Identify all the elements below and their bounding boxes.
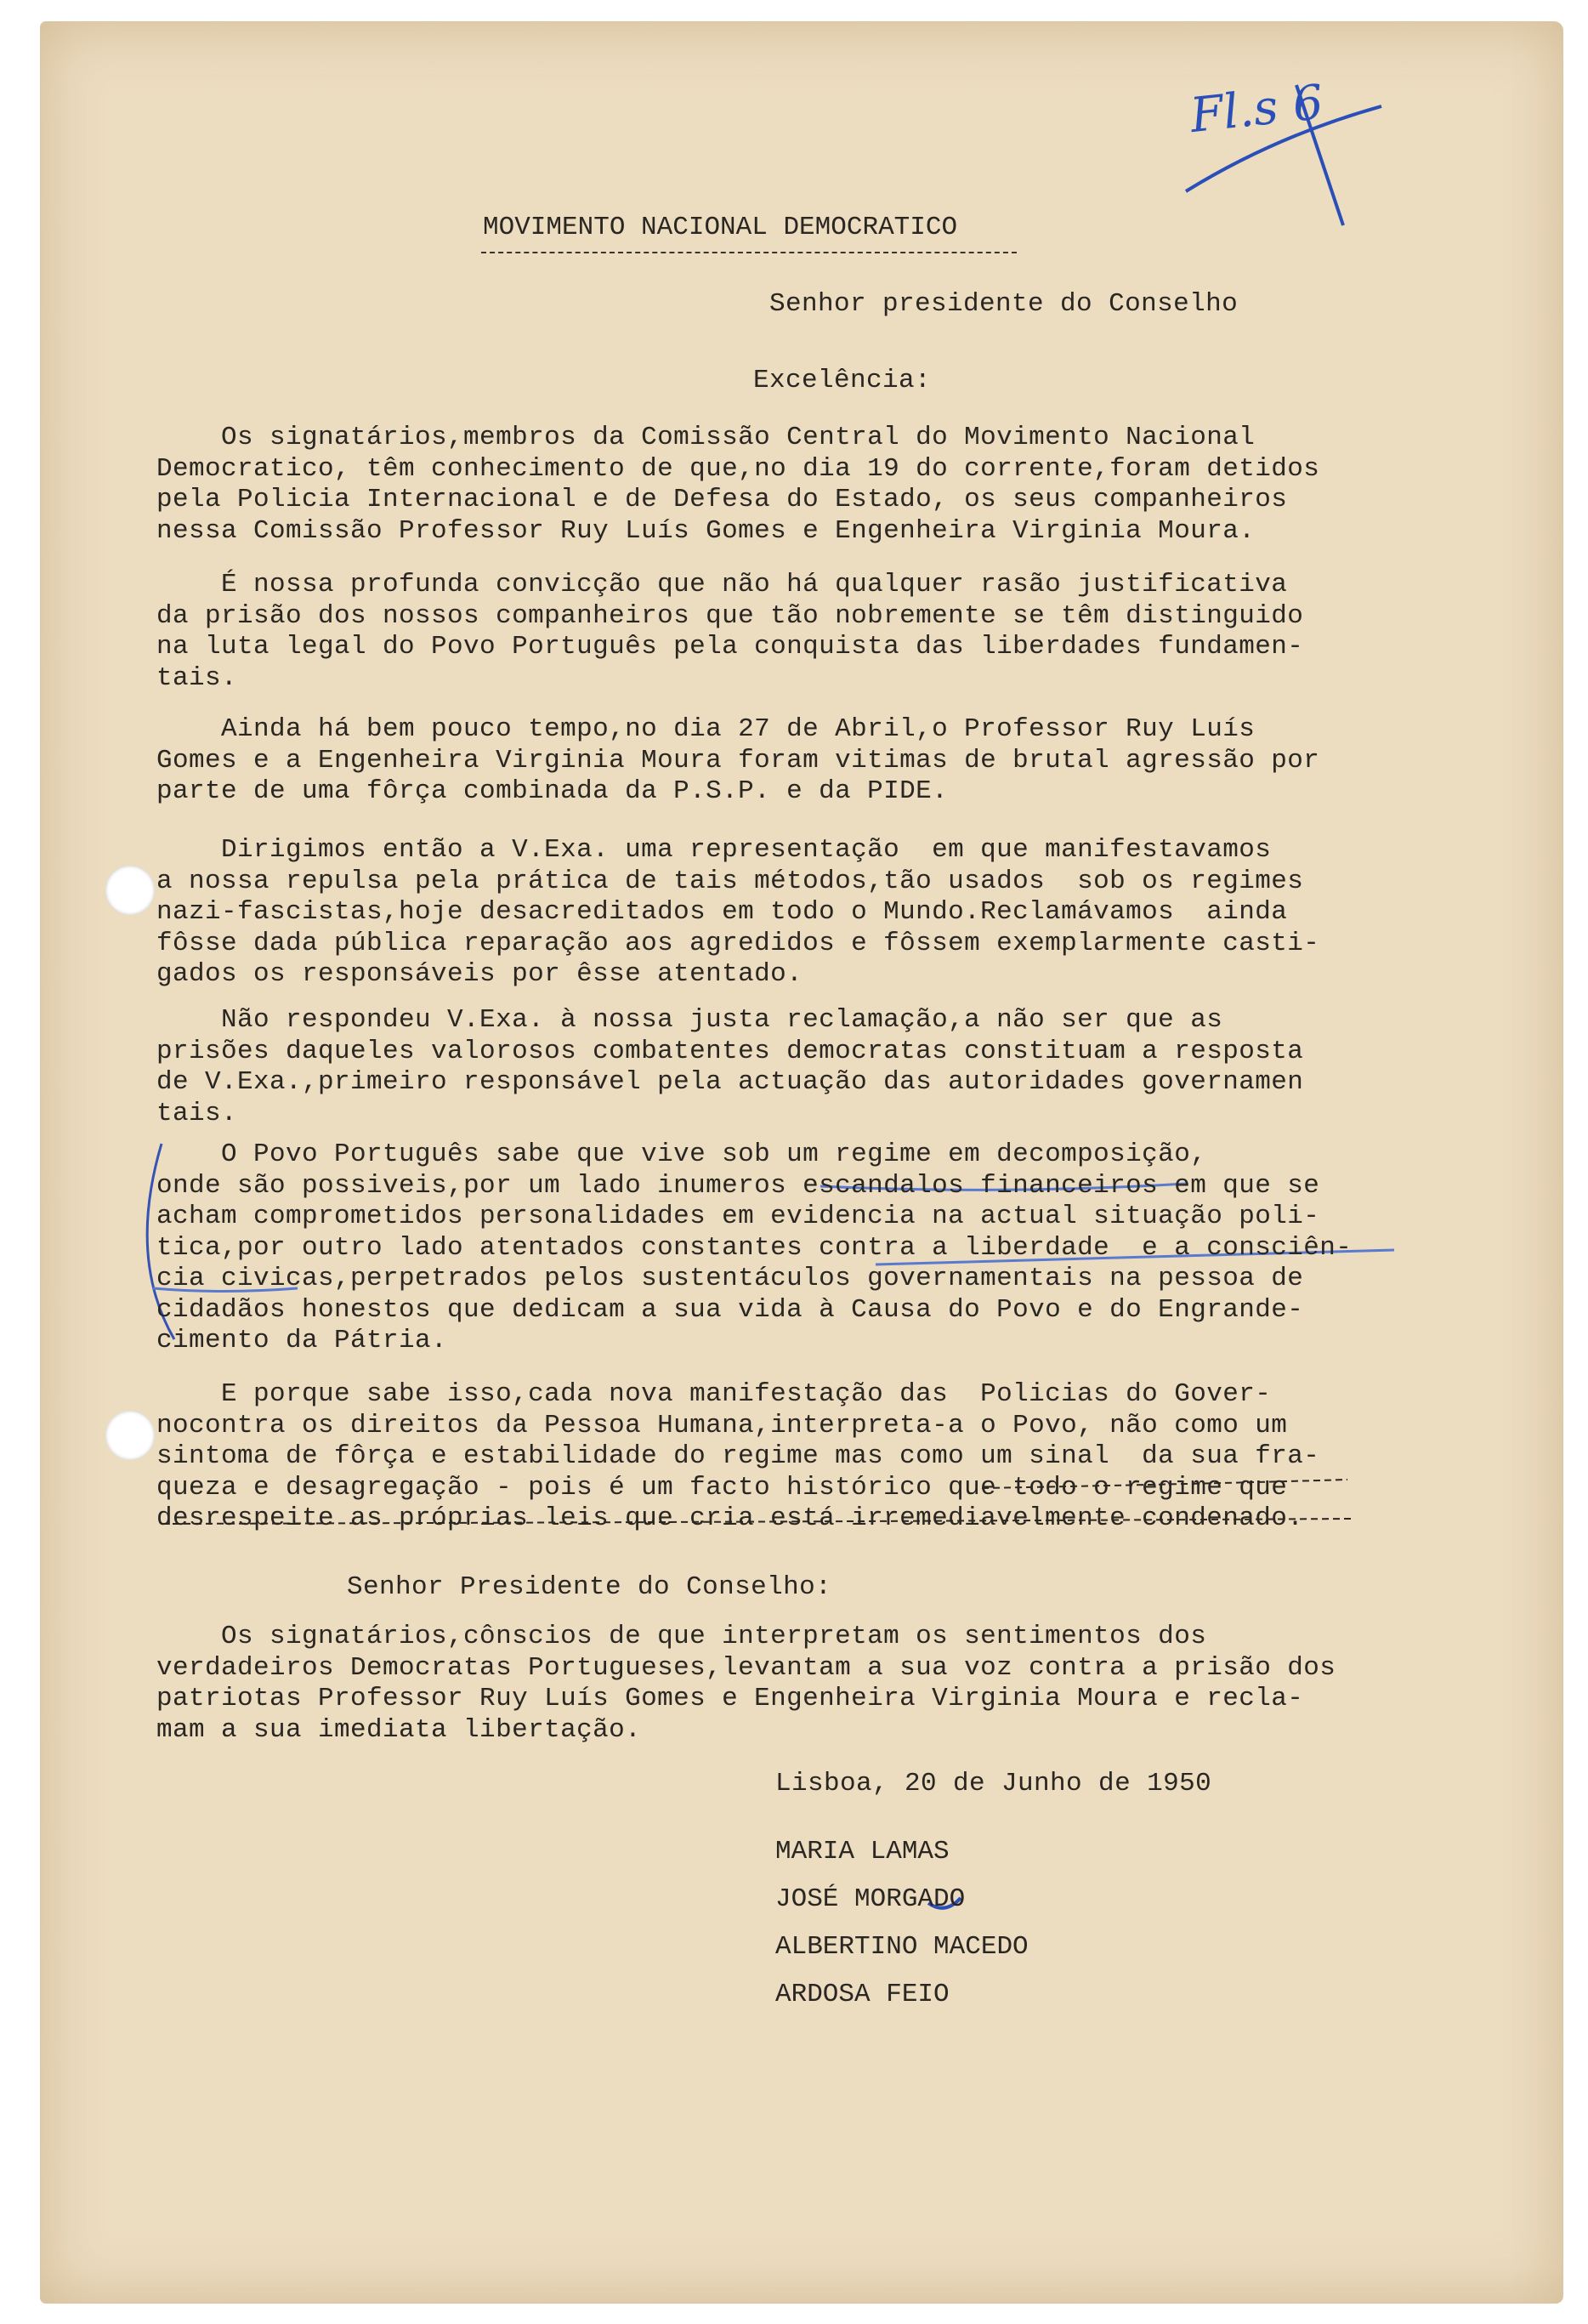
paragraph-7-line: sintoma de fôrça e estabilidade do regime mas como um sinal da sua fra- bbox=[156, 1441, 1320, 1471]
closing-line: mam a sua imediata libertação. bbox=[156, 1714, 642, 1745]
closing-line: verdadeiros Democratas Portugueses,levantam a sua voz contra a prisão dos bbox=[156, 1652, 1336, 1683]
paragraph-5-line: tais. bbox=[156, 1098, 238, 1128]
paragraph-2-line: tais. bbox=[156, 662, 238, 693]
signatory-3: ALBERTINO MACEDO bbox=[775, 1932, 1029, 1962]
salutation: Excelência: bbox=[753, 366, 932, 395]
paragraph-5-line: Não respondeu V.Exa. à nossa justa reclamação,a não ser que as bbox=[156, 1005, 1223, 1035]
document-heading: MOVIMENTO NACIONAL DEMOCRATICO bbox=[483, 213, 958, 242]
paragraph-3-line: Gomes e a Engenheira Virginia Moura foram vitimas de brutal agressão por bbox=[156, 745, 1320, 776]
signatory-2: JOSÉ MORGADO bbox=[775, 1884, 966, 1914]
closing-line: patriotas Professor Ruy Luís Gomes e Engenheira Virginia Moura e recla- bbox=[156, 1684, 1304, 1713]
paragraph-7-line: queza e desagregação - pois é um facto histórico que todo o regime que bbox=[156, 1472, 1288, 1503]
paragraph-6-line: onde são possiveis,por um lado inumeros escandalos financeiros em que se bbox=[156, 1170, 1320, 1201]
paragraph-1-line: Os signatários,membros da Comissão Central do Movimento Nacional bbox=[156, 423, 1256, 452]
paragraph-2-line: É nossa profunda convicção que não há qualquer rasão justificativa bbox=[156, 570, 1288, 599]
paragraph-3-line: parte de uma fôrça combinada da P.S.P. e da PIDE. bbox=[156, 776, 949, 806]
paragraph-6-line: tica,por outro lado atentados constantes contra a liberdade e a consciên- bbox=[156, 1232, 1353, 1263]
paragraph-4-line: nazi-fascistas,hoje desacreditados em todo o Mundo.Reclamávamos ainda bbox=[156, 897, 1288, 927]
closing-addressee: Senhor Presidente do Conselho: bbox=[347, 1572, 832, 1602]
paragraph-1-line: pela Policia Internacional e de Defesa do Estado, os seus companheiros bbox=[156, 485, 1288, 514]
addressee: Senhor presidente do Conselho bbox=[769, 289, 1239, 319]
paragraph-4-line: fôsse dada pública reparação aos agredidos e fôssem exemplarmente casti- bbox=[156, 928, 1320, 958]
paragraph-2-line: na luta legal do Povo Português pela conquista das liberdades fundamen- bbox=[156, 632, 1304, 662]
paragraph-4-line: gados os responsáveis por êsse atentado. bbox=[156, 959, 803, 989]
place-date: Lisboa, 20 de Junho de 1950 bbox=[775, 1769, 1212, 1798]
paragraph-7-line: desrespeite as próprias leis que cria está irremediavelmente condenado. bbox=[156, 1503, 1304, 1533]
heading-underline bbox=[481, 252, 1017, 253]
paragraph-5-line: prisões daqueles valorosos combatentes democratas constituam a resposta bbox=[156, 1036, 1304, 1066]
signatory-1: MARIA LAMAS bbox=[775, 1837, 950, 1867]
paragraph-2-line: da prisão dos nossos companheiros que tão nobremente se têm distinguido bbox=[156, 600, 1304, 631]
paragraph-7-line: nocontra os direitos da Pessoa Humana,interpreta-a o Povo, não como um bbox=[156, 1410, 1288, 1440]
signatory-4: ARDOSA FEIO bbox=[775, 1980, 950, 2009]
closing-line: Os signatários,cônscios de que interpretam os sentimentos dos bbox=[156, 1622, 1207, 1651]
paragraph-1-line: nessa Comissão Professor Ruy Luís Gomes e Engenheira Virginia Moura. bbox=[156, 515, 1256, 546]
paragraph-6-line: cidadãos honestos que dedicam a sua vida à Causa do Povo e do Engrande- bbox=[156, 1294, 1304, 1325]
paragraph-5-line: de V.Exa.,primeiro responsável pela actuação das autoridades governamen bbox=[156, 1067, 1304, 1097]
paragraph-1-line: Democratico, têm conhecimento de que,no dia 19 do corrente,foram detidos bbox=[156, 453, 1320, 484]
paragraph-7-line: E porque sabe isso,cada nova manifestação das Policias do Gover- bbox=[156, 1379, 1272, 1409]
paragraph-3-line: Ainda há bem pouco tempo,no dia 27 de Abril,o Professor Ruy Luís bbox=[156, 714, 1256, 744]
paragraph-4-line: Dirigimos então a V.Exa. uma representação em que manifestavamos bbox=[156, 835, 1272, 865]
paragraph-6-line: cia civicas,perpetrados pelos sustentáculos governamentais na pessoa de bbox=[156, 1264, 1304, 1293]
paragraph-4-line: a nossa repulsa pela prática de tais métodos,tão usados sob os regimes bbox=[156, 866, 1304, 896]
paragraph-6-line: O Povo Português sabe que vive sob um regime em decomposição, bbox=[156, 1139, 1207, 1169]
paragraph-6-line: cimento da Pátria. bbox=[156, 1326, 448, 1355]
folio-mark: Fl.s 6 bbox=[1188, 74, 1326, 145]
paragraph-6-line: acham comprometidos personalidades em evidencia na actual situação poli- bbox=[156, 1202, 1320, 1231]
